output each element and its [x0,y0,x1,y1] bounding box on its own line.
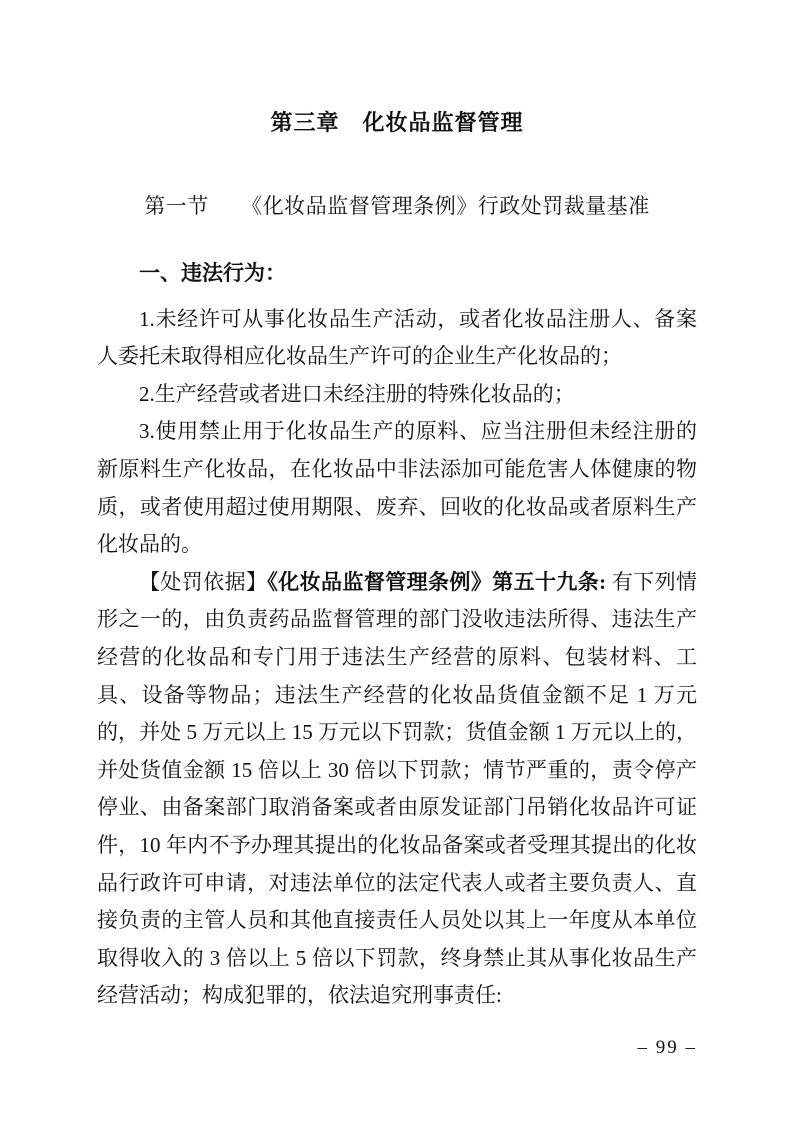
violation-item-2: 2.生产经营或者进口未经注册的特殊化妆品的； [139,381,575,406]
penalty-basis-law-reference: 《化妆品监督管理条例》第五十九条: [267,569,607,594]
violation-item-3: 3.使用禁止用于化妆品生产的原料、应当注册但未经注册的新原料生产化妆品，在化妆品中非法添加可能危害人体健康的物质，或者使用超过使用期限、废弃、回收的化妆品或者原料生产化妆品的。 [97,419,697,557]
penalty-basis-text: 有下列情形之一的，由负责药品监督管理的部门没收违法所得、违法生产经营的化妆品和专门用于违法生产经营的原料、包装材料、工具、设备等物品；违法生产经营的化妆品货值金额不足 1 万元的，并处 5 万元以上 15 万元以下罚款；货值金额 1 万元以上的，并处货值金额 15 倍以上 30 倍以下罚款；情节严重的，责令停产停业、由备案部门取消备案或者由原发证部门吊销化妆品许可证件，10 年内不予办理其提出的化妆品备案或者受理其提出的化妆品行政许可申请，对违法单位的法定代表人或者主要负责人、直接负责的主管人员和其他直接责任人员处以其上一年度从本单位取得收入的 3 倍以上 5 倍以下罚款，终身禁止其从事化妆品生产经营活动；构成犯罪的，依法追究刑事责任: [97,569,698,1008]
page-footer [638,1036,698,1060]
penalty-basis-label: 【处罚依据】 [139,569,268,594]
penalty-basis-paragraph [97,564,697,1015]
violations-heading: 一、违法行为： [139,262,286,285]
section-title: 第一节 《化妆品监督管理条例》行政处罚裁量基准 [144,194,650,218]
page-number: – 99 – [637,1037,697,1058]
chapter-title: 第三章 化妆品监督管理 [270,110,524,135]
violation-item-1: 1.未经许可从事化妆品生产活动，或者化妆品注册人、备案人委托未取得相应化妆品生产许可的企业生产化妆品的； [97,306,697,369]
